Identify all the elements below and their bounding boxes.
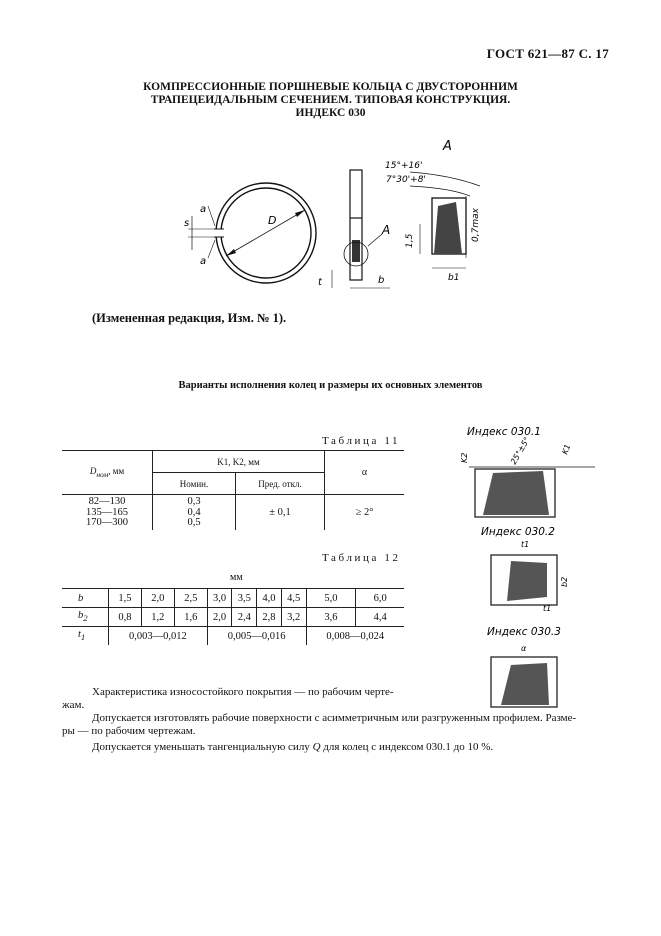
label-b: b	[378, 275, 385, 286]
paragraph-1b: жам.	[62, 699, 85, 711]
label-a-top: a	[200, 204, 207, 215]
label-s: s	[184, 218, 190, 229]
table11-k-header: K1, K2, мм	[153, 451, 325, 473]
table12-b-1: 1,5	[109, 589, 142, 608]
table11-dev-header: Пред. откл.	[236, 473, 325, 495]
paragraph-3-q: Q	[312, 741, 321, 753]
table11-range-1: 82—130	[88, 496, 126, 507]
b2-label: b2	[560, 576, 569, 587]
t1-bottom-label: t1	[543, 604, 552, 613]
paragraph-3-post: для колец с индексом 030.1 до 10 %.	[320, 741, 494, 753]
label-07max: 0,7max	[471, 208, 481, 242]
title-line-1: КОМПРЕССИОННЫЕ ПОРШНЕВЫЕ КОЛЬЦА С ДВУСТОРОННИМ	[143, 81, 518, 93]
table-11: $D_{ном}$, мм K1, K2, мм α Номин. Пред. откл. 82—130 135—165 170—300 0,3 0,4 0,5 ± 0,1 ≥ 2°	[62, 450, 404, 530]
table11-nom-header: Номин.	[153, 473, 236, 495]
table11-range-2: 135—165	[86, 506, 128, 518]
table12-b-label: b	[62, 589, 109, 608]
paragraph-2b: ры — по рабочим чертежам.	[62, 725, 196, 737]
angle-label: 25°±5°	[508, 435, 532, 466]
table12-b2-2: 1,2	[141, 608, 174, 627]
label-t: t	[318, 277, 322, 288]
table11-d-unit: , мм	[108, 466, 125, 477]
revision-note: (Измененная редакция, Изм. № 1).	[92, 311, 287, 325]
table11-alpha: ≥ 2°	[355, 506, 374, 518]
paragraph-3-pre: Допускается уменьшать тангенциальную силу	[92, 741, 313, 753]
table12-b-9: 6,0	[356, 589, 404, 608]
paragraph-1a: Характеристика износостойкого покрытия — по рабочим черте-	[92, 686, 394, 698]
table12-t1-label: $t_1$	[62, 627, 109, 646]
title-line-2: ТРАПЕЦЕИДАЛЬНЫМ СЕЧЕНИЕМ. ТИПОВАЯ КОНСТРУКЦИЯ.	[150, 94, 511, 106]
table12-b2-5: 2,4	[232, 608, 257, 627]
table12-t1-1: 0,003—0,012	[109, 627, 208, 646]
table12-b-4: 3,0	[207, 589, 232, 608]
table12-b2-6: 2,8	[257, 608, 282, 627]
alpha-label: α	[521, 644, 527, 653]
table12-b2-8: 3,6	[306, 608, 356, 627]
label-b1: b1	[448, 273, 460, 283]
k2-label: K2	[460, 452, 469, 463]
label-a-view: A	[382, 223, 391, 237]
table11-caption: Таблица 11	[322, 435, 401, 447]
table12-b2-7: 3,2	[281, 608, 306, 627]
table11-deviation: ± 0,1	[236, 495, 325, 530]
table11-alpha-header: α	[325, 451, 405, 495]
table12-b2-4: 2,0	[207, 608, 232, 627]
paragraph-2a: Допускается изготовлять рабочие поверхности с асимметричным или разгруженным профилем. Разме-	[92, 712, 577, 724]
table12-b2-label: $b_2$	[62, 608, 109, 627]
k1-label: K1	[560, 442, 573, 456]
index-030-3-label: Индекс 030.3	[487, 626, 561, 638]
label-d: D	[268, 214, 277, 227]
table12-unit: мм	[230, 572, 243, 583]
angle-label-2: 7°30'+8'	[386, 175, 426, 185]
table12-b2-3: 1,6	[174, 608, 207, 627]
table12-b-2: 2,0	[141, 589, 174, 608]
variants-heading: Варианты исполнения колец и размеры их основных элементов	[178, 380, 483, 391]
label-a-bottom: a	[200, 256, 207, 267]
table11-nom-1: 0,3	[187, 496, 201, 507]
table12-b-5: 3,5	[232, 589, 257, 608]
table11-nom-2: 0,4	[187, 506, 201, 518]
paragraph-3	[92, 741, 493, 754]
table12-b-3: 2,5	[174, 589, 207, 608]
table11-nom-3: 0,5	[187, 517, 201, 528]
table11-range-3: 170—300	[86, 517, 128, 528]
page-header: ГОСТ 621—87 С. 17	[486, 46, 609, 61]
table12-t1-2: 0,005—0,016	[207, 627, 306, 646]
table12-b-6: 4,0	[257, 589, 282, 608]
index-drawings	[455, 415, 605, 715]
table12-b2-9: 4,4	[356, 608, 404, 627]
label-15: 1,5	[405, 233, 415, 248]
index-030-1-label: Индекс 030.1	[467, 426, 541, 438]
t1-top-label: t1	[521, 540, 530, 549]
table12-caption: Таблица 12	[322, 552, 401, 564]
table11-d-sub: ном	[96, 469, 109, 479]
table12-t1-3: 0,008—0,024	[306, 627, 404, 646]
title-line-3: ИНДЕКС 030	[295, 107, 366, 119]
angle-label-1: 15°+16'	[385, 161, 423, 171]
ring-drawing	[150, 130, 530, 300]
index-030-2-label: Индекс 030.2	[481, 526, 555, 538]
table12-b-7: 4,5	[281, 589, 306, 608]
table12-b-8: 5,0	[306, 589, 356, 608]
table-12	[62, 588, 404, 645]
label-a-detail: A	[443, 139, 452, 154]
table12-b2-1: 0,8	[109, 608, 142, 627]
